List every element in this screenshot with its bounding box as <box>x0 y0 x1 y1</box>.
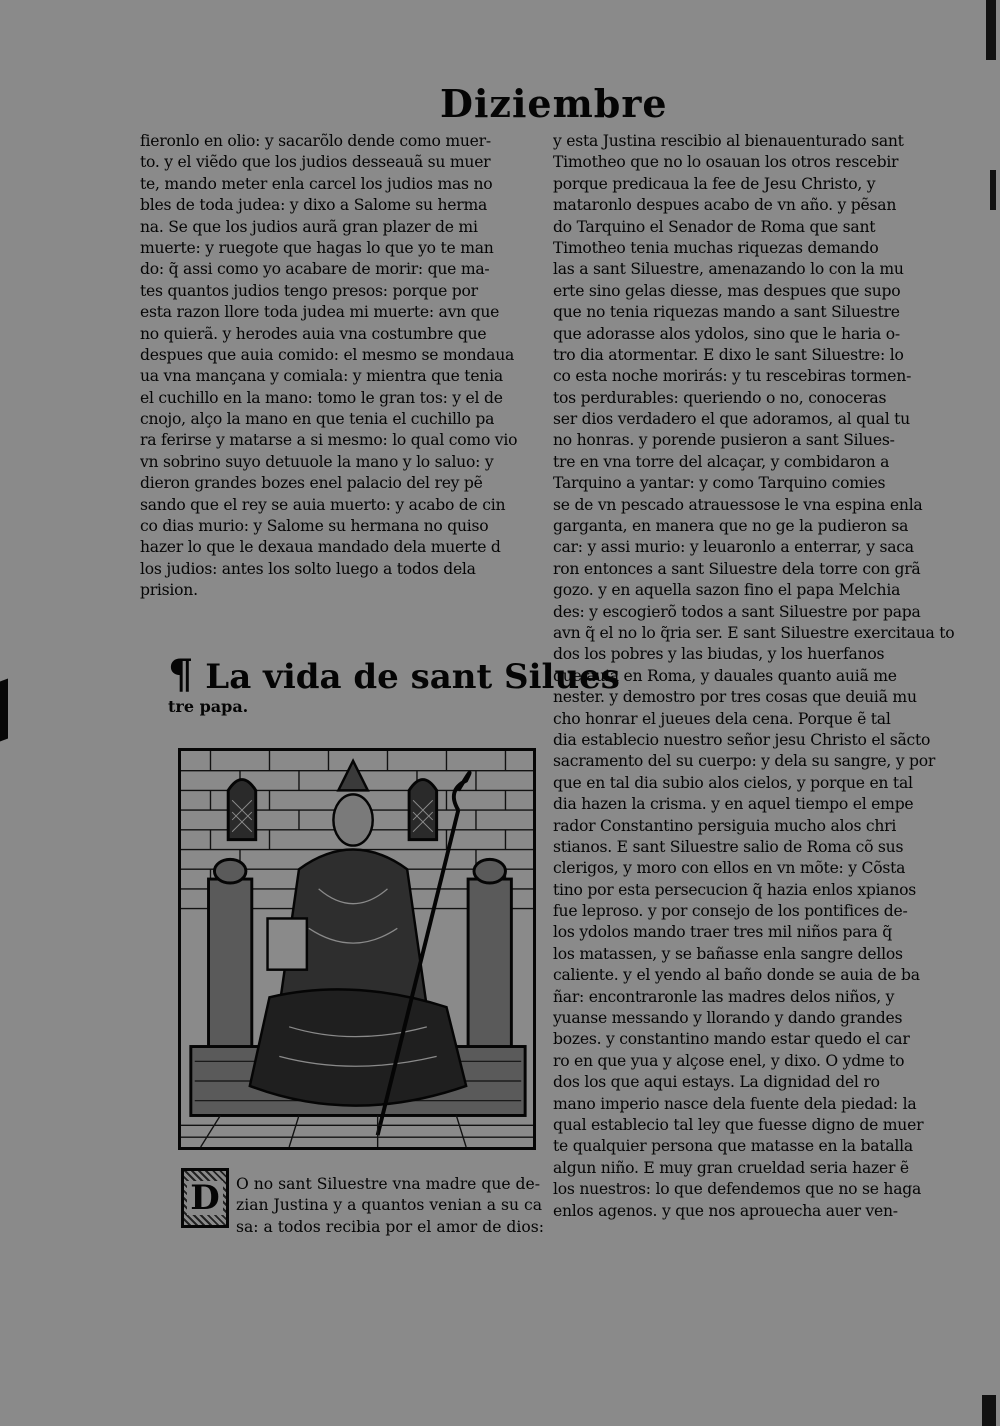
chapter-heading <box>168 651 620 698</box>
text-line: O no sant Siluestre vna madre que de- <box>236 1175 541 1193</box>
text-line: yuanse messando y llorando y dando grandes <box>553 1009 903 1028</box>
text-line: hazer lo que le dexaua mandado dela muerte d <box>140 538 501 557</box>
text-line: bles de toda judea: y dixo a Salome su herma <box>140 196 488 215</box>
text-line: des: y escogierõ todos a sant Siluestre por papa <box>553 602 921 621</box>
text-line: tro dia atormentar. E dixo le sant Siluestre: lo <box>553 345 904 364</box>
text-line: dos los pobres y las biudas, y los huerfanos <box>553 645 885 664</box>
text-line: te qualquier persona que matasse en la batalla <box>553 1137 913 1156</box>
page-header-month: Diziembre <box>440 81 668 126</box>
text-line: co dias murio: y Salome su hermana no quiso <box>140 517 489 536</box>
text-line: na. Se que los judios aurã gran plazer de mi <box>140 217 478 236</box>
text-line: ra ferirse y matarse a si mesmo: lo qual como vio <box>140 431 518 450</box>
woodcut-illustration <box>178 748 536 1150</box>
text-line: dos los que aqui estays. La dignidad del ro <box>553 1073 880 1092</box>
text-line: no honras. y porende pusieron a sant Silues- <box>553 431 895 450</box>
text-line: do: q̃ assi como yo acabare de morir: que ma- <box>140 260 490 279</box>
text-line: Tarquino a yantar: y como Tarquino comies <box>553 474 886 493</box>
text-line: bozes. y constantino mando estar quedo el car <box>553 1030 910 1049</box>
text-line: despues que auia comido: el mesmo se mondaua <box>140 345 515 364</box>
text-line: mano imperio nasce dela fuente dela piedad: la <box>553 1094 917 1113</box>
pilcrow-mark: ¶ <box>168 651 194 698</box>
text-line: prision. <box>140 581 198 600</box>
text-line: tos perdurables: queriendo o no, conoceras <box>553 388 887 407</box>
text-line: ro en que yua y alçose enel, y dixo. O ydme to <box>553 1051 905 1070</box>
text-line: cho honrar el jueues dela cena. Porque ẽ tal <box>553 709 891 728</box>
text-line: que no tenia riquezas mando a sant Siluestre <box>553 303 900 322</box>
text-line: Timotheo que no lo osauan los otros rescebir <box>553 153 899 172</box>
text-line: porque predicaua la fee de Jesu Christo, y <box>553 174 876 193</box>
text-line: cnojo, alço la mano en que tenia el cuchillo pa <box>140 410 495 429</box>
text-line: nester. y demostro por tres cosas que deuiã mu <box>553 688 917 707</box>
text-line: tino por esta persecucion q̃ hazia enlos xpianos <box>553 880 917 899</box>
text-line: que en tal dia subio alos cielos, y porque en tal <box>553 773 913 792</box>
text-line: se de vn pescado atrauessose le vna espina enla <box>553 495 923 514</box>
text-line: do Tarquino el Senador de Roma que sant <box>553 217 876 236</box>
text-line: enlos agenos. y que nos aprouecha auer ven- <box>553 1201 898 1220</box>
scan-edge-mark <box>986 0 996 60</box>
text-line: car: y assi murio: y leuaronlo a enterrar, y saca <box>553 538 914 557</box>
text-line: ñar: encontraronle las madres delos niños, y <box>553 987 895 1006</box>
text-line: co esta noche morirás: y tu rescebiras tormen- <box>553 367 912 386</box>
text-line: Timotheo tenia muchas riquezas demando <box>553 238 879 257</box>
text-line: erte sino gelas diesse, mas despues que supo <box>553 281 901 300</box>
text-line: los nuestros: lo que defendemos que no se haga <box>553 1180 922 1199</box>
chapter-heading-continuation: tre papa. <box>168 697 249 716</box>
text-line: que adorasse alos ydolos, sino que le haria o- <box>553 324 900 343</box>
scan-edge-mark <box>990 170 996 210</box>
text-line: ua vna mançana y comiala: y mientra que tenia <box>140 367 503 386</box>
text-line: dia hazen la crisma. y en aquel tiempo el empe <box>553 795 914 814</box>
text-line: qual establecio tal ley que fuesse digno de muer <box>553 1115 924 1134</box>
text-line: los matassen, y se bañasse enla sangre dellos <box>553 944 903 963</box>
text-line: gozo. y en aquella sazon fino el papa Melchia <box>553 581 901 600</box>
chapter-heading-text: La vida de sant Silues <box>205 657 620 697</box>
text-line: las a sant Siluestre, amenazando lo con la mu <box>553 260 904 279</box>
text-line: vn sobrino suyo detuuole la mano y lo saluo: y <box>140 452 494 471</box>
text-line: fieronlo en olio: y sacarõlo dende como muer- <box>140 132 491 150</box>
text-line: y esta Justina rescibio al bienauenturado sant <box>553 132 904 150</box>
text-line: sa: a todos recibia por el amor de dios: <box>236 1217 544 1236</box>
text-line: fue leproso. y por consejo de los pontifices de- <box>553 902 908 921</box>
text-line: te, mando meter enla carcel los judios mas no <box>140 174 493 193</box>
text-line: caliente. y el yendo al baño donde se auia de ba <box>553 966 920 985</box>
text-line: ser dios verdadero el que adoramos, al qual tu <box>553 410 910 429</box>
text-line: que auia en Roma, y dauales quanto auiã me <box>553 666 897 685</box>
decorated-initial <box>181 1168 229 1228</box>
initial-letter: D <box>187 1181 222 1215</box>
text-line: tes quantos judios tengo presos: porque por <box>140 281 478 300</box>
text-line: garganta, en manera que no ge la pudieron sa <box>553 517 909 536</box>
text-line: muerte: y ruegote que hagas lo que yo te man <box>140 238 494 257</box>
text-line: tre en vna torre del alcaçar, y combidaron a <box>553 452 890 471</box>
margin-mark <box>0 679 8 742</box>
text-line: sando que el rey se auia muerto: y acabo de cin <box>140 495 506 514</box>
text-line: dia establecio nuestro señor jesu Christo el sãcto <box>553 730 931 749</box>
text-line: stianos. E sant Siluestre salio de Roma cõ sus <box>553 837 904 856</box>
text-line: el cuchillo en la mano: tomo le gran tos: y el de <box>140 388 503 407</box>
text-line: los ydolos mando traer tres mil niños para q̃ <box>553 923 892 942</box>
text-line: los judios: antes los solto luego a todos dela <box>140 559 476 578</box>
text-line: algun niño. E muy gran crueldad seria hazer ẽ <box>553 1158 909 1177</box>
text-line: to. y el viẽdo que los judios desseauã su muer <box>140 153 491 172</box>
text-line: zian Justina y a quantos venian a su ca <box>236 1196 542 1215</box>
text-line: dieron grandes bozes enel palacio del rey pẽ <box>140 474 483 493</box>
text-line: sacramento del su cuerpo: y dela su sangre, y por <box>553 752 936 771</box>
woodcut-saint-image <box>181 751 533 1147</box>
text-line: ron entonces a sant Siluestre dela torre con grã <box>553 559 921 578</box>
text-line: mataronlo despues acabo de vn año. y pẽsan <box>553 196 897 215</box>
bottom-text-column <box>236 1174 548 1238</box>
text-line: esta razon llore toda judea mi muerte: avn que <box>140 303 500 322</box>
text-line: avn q̃ el no lo q̃ria ser. E sant Siluestre exercitaua to <box>553 623 955 642</box>
text-line: clerigos, y moro con ellos en vn mõte: y Cõsta <box>553 859 906 878</box>
scan-edge-mark <box>982 1395 996 1426</box>
left-text-column <box>140 131 540 602</box>
text-line: no quierã. y herodes auia vna costumbre que <box>140 324 487 343</box>
text-line: rador Constantino persiguia mucho alos chri <box>553 816 897 835</box>
